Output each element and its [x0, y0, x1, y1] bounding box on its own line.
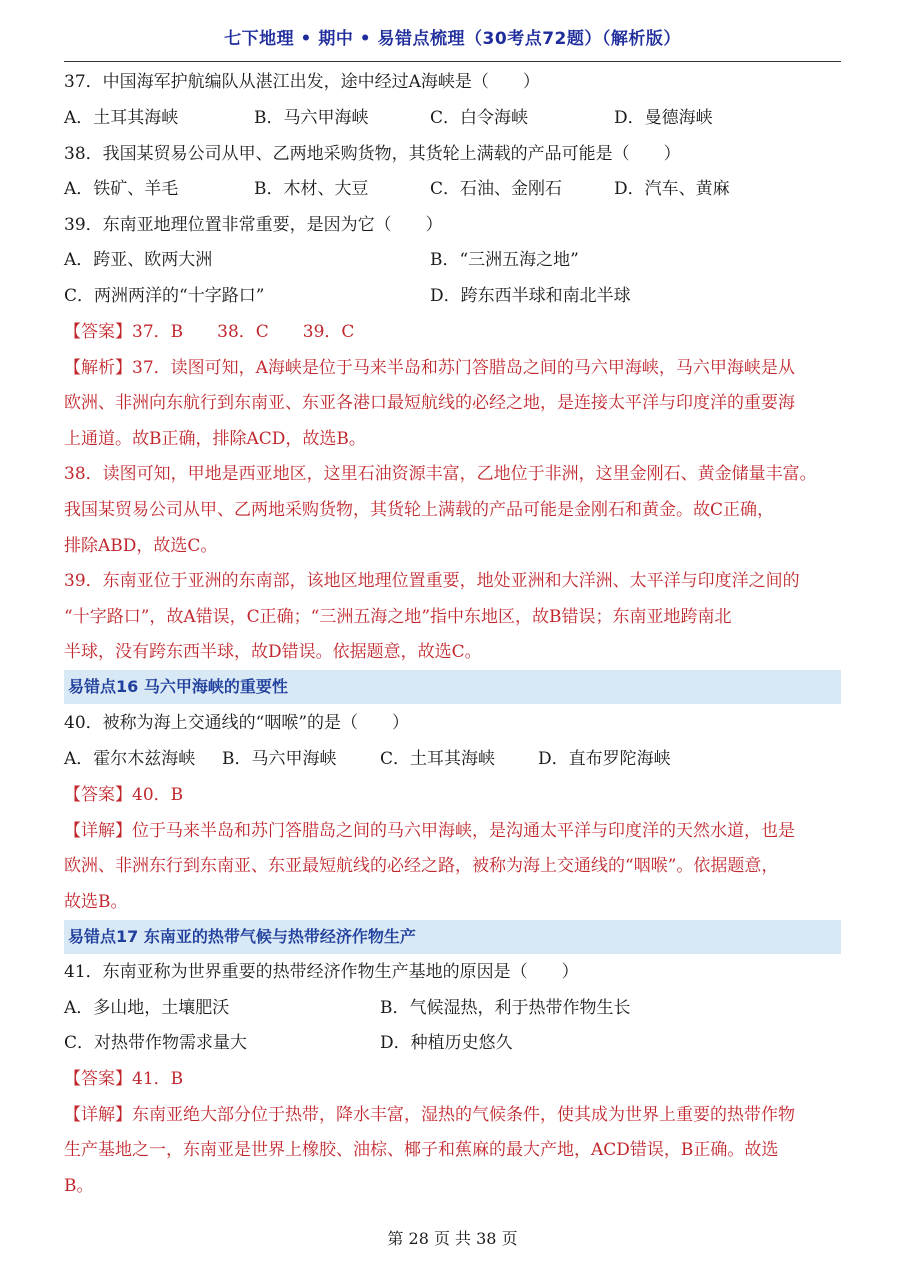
- q39-option-c: C．两洲两洋的“十字路口”: [64, 286, 265, 306]
- answer-label: 【答案】: [64, 322, 132, 342]
- q37-option-a: A．土耳其海峡: [64, 108, 179, 128]
- question-39-options-row1: [64, 244, 841, 276]
- q39-option-b: B．“三洲五海之地”: [430, 250, 579, 270]
- answer-39: 39．C: [302, 322, 355, 342]
- explanation-37-line3: 上通道。故B正确，排除ACD，故选B。: [64, 429, 366, 449]
- question-40-stem: 40．被称为海上交通线的“咽喉”的是（ ）: [64, 713, 410, 733]
- explanation-40-line2: 欧洲、非洲东行到东南亚、东亚最短航线的必经之路，被称为海上交通线的“咽喉”。依据题意，: [64, 856, 779, 876]
- question-38-stem: 38．我国某贸易公司从甲、乙两地采购货物，其货轮上满载的产品可能是（ ）: [64, 144, 681, 164]
- question-39-stem: 39．东南亚地理位置非常重要，是因为它（ ）: [64, 215, 443, 235]
- question-37-stem: 37．中国海军护航编队从湛江出发，途中经过A海峡是（ ）: [64, 72, 540, 92]
- question-38-options: [64, 173, 841, 205]
- q40-option-a: A．霍尔木兹海峡: [64, 749, 196, 769]
- q41-option-b: B．气候湿热，利于热带作物生长: [380, 998, 631, 1018]
- q41-option-d: D．种植历史悠久: [380, 1033, 513, 1053]
- page-header-title: 七下地理 • 期中 • 易错点梳理（30考点72题）（解析版）: [224, 29, 681, 49]
- q38-option-b: B．木材、大豆: [254, 179, 369, 199]
- explanation-38-line2: 我国某贸易公司从甲、乙两地采购货物，其货轮上满载的产品可能是金刚石和黄金。故C正确，: [64, 500, 775, 520]
- explanation-39-line3: 半球，没有跨东西半球，故D错误。依据题意，故选C。: [64, 642, 482, 662]
- q38-option-c: C．石油、金刚石: [430, 179, 563, 199]
- q39-option-a: A．跨亚、欧两大洲: [64, 250, 213, 270]
- q39-option-d: D．跨东西半球和南北半球: [430, 286, 631, 306]
- explanation-37-line2: 欧洲、非洲向东航行到东南亚、东亚各港口最短航线的必经之地，是连接太平洋与印度洋的重要海: [64, 393, 795, 413]
- explanation-37-line1: 【解析】37．读图可知，A海峡是位于马来半岛和苏门答腊岛之间的马六甲海峡，马六甲海峡是从: [64, 358, 795, 378]
- q41-option-c: C．对热带作物需求量大: [64, 1033, 248, 1053]
- answer-38: 38．C: [217, 322, 269, 342]
- explanation-41-line1: 【详解】东南亚绝大部分位于热带，降水丰富，湿热的气候条件，使其成为世界上重要的热带作物: [64, 1105, 795, 1125]
- q37-option-b: B．马六甲海峡: [254, 108, 369, 128]
- explanation-38-line3: 排除ABD，故选C。: [64, 536, 218, 556]
- q41-option-a: A．多山地，土壤肥沃: [64, 998, 230, 1018]
- q40-option-d: D．直布罗陀海峡: [538, 749, 671, 769]
- question-40-options: [64, 743, 841, 775]
- q37-option-d: D．曼德海峡: [614, 108, 713, 128]
- q40-option-c: C．土耳其海峡: [380, 749, 496, 769]
- answer-37-39: [64, 316, 841, 348]
- q38-option-a: A．铁矿、羊毛: [64, 179, 179, 199]
- question-37-options: [64, 102, 841, 134]
- section-heading-16: 易错点16 马六甲海峡的重要性: [64, 670, 841, 704]
- page-footer-number: 第 28 页 共 38 页: [387, 1229, 518, 1248]
- q40-option-b: B．马六甲海峡: [222, 749, 337, 769]
- question-41-options-row1: [64, 992, 841, 1024]
- header-divider: [64, 61, 841, 62]
- q38-option-d: D．汽车、黄麻: [614, 179, 730, 199]
- explanation-40-line1: 【详解】位于马来半岛和苏门答腊岛之间的马六甲海峡，是沟通太平洋与印度洋的天然水道，也是: [64, 821, 795, 841]
- section-heading-17: 易错点17 东南亚的热带气候与热带经济作物生产: [64, 920, 841, 954]
- explanation-39-line1: 39．东南亚位于亚洲的东南部，该地区地理位置重要，地处亚洲和大洋洲、太平洋与印度洋之间的: [64, 571, 800, 591]
- explanation-41-line3: B。: [64, 1176, 94, 1196]
- q37-option-c: C．白令海峡: [430, 108, 529, 128]
- explanation-39-line2: “十字路口”，故A错误，C正确；“三洲五海之地”指中东地区，故B错误；东南亚地跨南北: [64, 607, 732, 627]
- answer-40: 【答案】40．B: [64, 785, 184, 805]
- answer-41: 【答案】41．B: [64, 1069, 184, 1089]
- question-41-stem: 41．东南亚称为世界重要的热带经济作物生产基地的原因是（ ）: [64, 962, 579, 982]
- question-41-options-row2: [64, 1027, 841, 1059]
- question-39-options-row2: [64, 280, 841, 312]
- answer-37: 37．B: [132, 322, 184, 342]
- explanation-38-line1: 38．读图可知，甲地是西亚地区，这里石油资源丰富，乙地位于非洲，这里金刚石、黄金储量丰富。: [64, 464, 817, 484]
- explanation-40-line3: 故选B。: [64, 892, 128, 912]
- explanation-41-line2: 生产基地之一，东南亚是世界上橡胶、油棕、椰子和蕉麻的最大产地，ACD错误，B正确。故选: [64, 1140, 779, 1160]
